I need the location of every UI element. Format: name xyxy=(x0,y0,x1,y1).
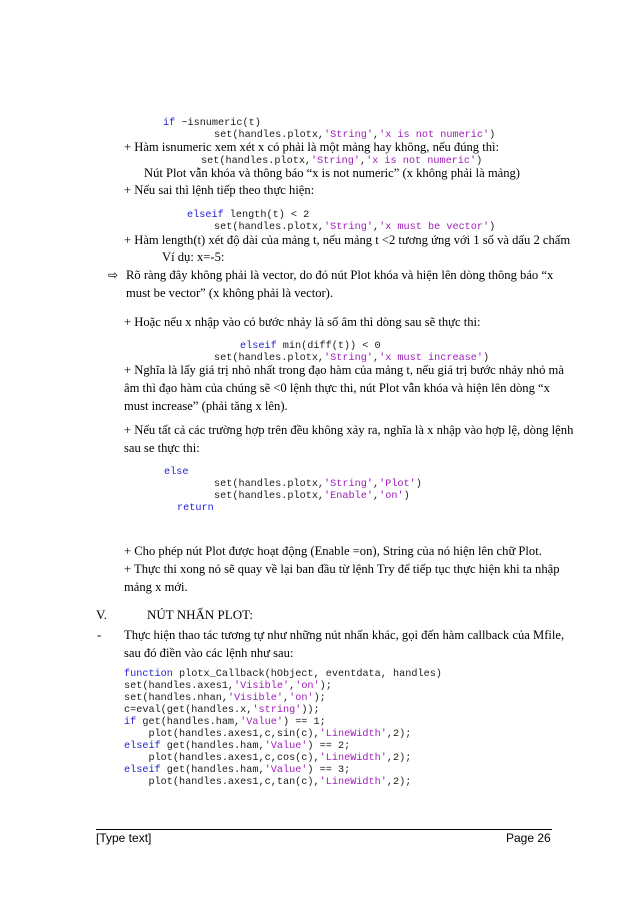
paragraph-valid-1: + Nếu tất cả các trường hợp trên đều không xảy ra, nghĩa là x nhập vào hợp lệ, dòng lệnh xyxy=(124,423,574,437)
paragraph-callback-2: sau đó điền vào các lệnh như sau: xyxy=(124,646,294,660)
code-if-isnumeric: if ~isnumeric(t) xyxy=(163,118,261,129)
code-set-not-numeric: set(handles.plotx,'String','x is not numeric') xyxy=(214,130,496,141)
code-set-must-increase: set(handles.plotx,'String','x must increase') xyxy=(214,353,490,364)
code-function-decl: function plotx_Callback(hObject, eventdata, handles) xyxy=(124,669,442,680)
footer-page-number: Page 26 xyxy=(506,831,551,845)
paragraph-isnumeric: + Hàm isnumeric xem xét x có phải là một mảng hay không, nếu đúng thì: xyxy=(124,140,500,154)
paragraph-plot-locked: Nút Plot vẫn khóa và thông báo “x is not numeric” (x không phải là mảng) xyxy=(144,166,520,180)
code-set-string-plot: set(handles.plotx,'String','Plot') xyxy=(214,479,422,490)
paragraph-try-1: + Thực thi xong nó sẽ quay về lại ban đầu từ lệnh Try để tiếp tục thực hiện khi ta nhập xyxy=(124,562,560,576)
arrow-icon: ⇨ xyxy=(108,268,119,282)
code-elseif-length: elseif length(t) < 2 xyxy=(187,210,310,221)
code-axes-visible: set(handles.axes1,'Visible','on'); xyxy=(124,681,332,692)
paragraph-example: Ví dụ: x=-5: xyxy=(162,250,225,264)
paragraph-not-vector-2: must be vector” (x không phải là vector). xyxy=(126,286,334,300)
paragraph-min-diff-2: âm thì đạo hàm của chúng sẽ <0 lệnh thực thi, nút Plot vẫn khóa và hiện lên dòng “x xyxy=(124,381,550,395)
code-nhan-visible: set(handles.nhan,'Visible','on'); xyxy=(124,693,326,704)
paragraph-min-diff-1: + Nghĩa là lấy giá trị nhỏ nhất trong đạo hàm của mảng t, nếu giá trị bước nhảy nhỏ mà xyxy=(124,363,564,377)
code-if-value-1: if get(handles.ham,'Value') == 1; xyxy=(124,717,326,728)
code-set-must-be-vector: set(handles.plotx,'String','x must be vector') xyxy=(214,222,496,233)
code-eval-x: c=eval(get(handles.x,'string')); xyxy=(124,705,320,716)
code-else: else xyxy=(164,467,189,478)
paragraph-try-2: mảng x mới. xyxy=(124,580,188,594)
paragraph-negative-step: + Hoặc nếu x nhập vào có bước nhảy là số âm thì dòng sau sẽ thực thi: xyxy=(124,315,481,329)
code-plot-sin: plot(handles.axes1,c,sin(c),'LineWidth',2); xyxy=(124,729,412,740)
footer-divider xyxy=(96,829,552,830)
code-set-not-numeric-2: set(handles.plotx,'String','x is not numeric') xyxy=(201,156,483,167)
code-plot-tan: plot(handles.axes1,c,tan(c),'LineWidth',2); xyxy=(124,777,412,788)
bullet-dash: - xyxy=(97,628,102,642)
paragraph-min-diff-3: must increase” (phải tăng x lên). xyxy=(124,399,288,413)
code-elseif-value-2: elseif get(handles.ham,'Value') == 2; xyxy=(124,741,351,752)
code-set-enable-on: set(handles.plotx,'Enable','on') xyxy=(214,491,410,502)
footer-left-text: [Type text] xyxy=(96,831,152,845)
section-number: V. xyxy=(96,607,107,622)
code-elseif-value-3: elseif get(handles.ham,'Value') == 3; xyxy=(124,765,351,776)
paragraph-length: + Hàm length(t) xét độ dài của mảng t, nếu mảng t <2 tương ứng với 1 số và dấu 2 chấm xyxy=(124,233,571,247)
code-elseif-min-diff: elseif min(diff(t)) < 0 xyxy=(240,341,381,352)
paragraph-callback-1: Thực hiện thao tác tương tự như những nút nhấn khác, gọi đến hàm callback của Mfile, xyxy=(124,628,565,642)
code-plot-cos: plot(handles.axes1,c,cos(c),'LineWidth',2); xyxy=(124,753,412,764)
paragraph-else-next: + Nếu sai thì lệnh tiếp theo thực hiện: xyxy=(124,183,315,197)
code-return: return xyxy=(177,503,214,514)
paragraph-valid-2: sau se thực thi: xyxy=(124,441,200,455)
paragraph-not-vector-1: Rõ ràng đây không phải là vector, do đó nút Plot khóa và hiện lên dòng thông báo “x xyxy=(126,268,554,282)
paragraph-enable-plot: + Cho phép nút Plot được hoạt động (Enable =on), String của nó hiện lên chữ Plot. xyxy=(124,544,542,558)
section-title: NÚT NHẤN PLOT: xyxy=(147,607,253,622)
